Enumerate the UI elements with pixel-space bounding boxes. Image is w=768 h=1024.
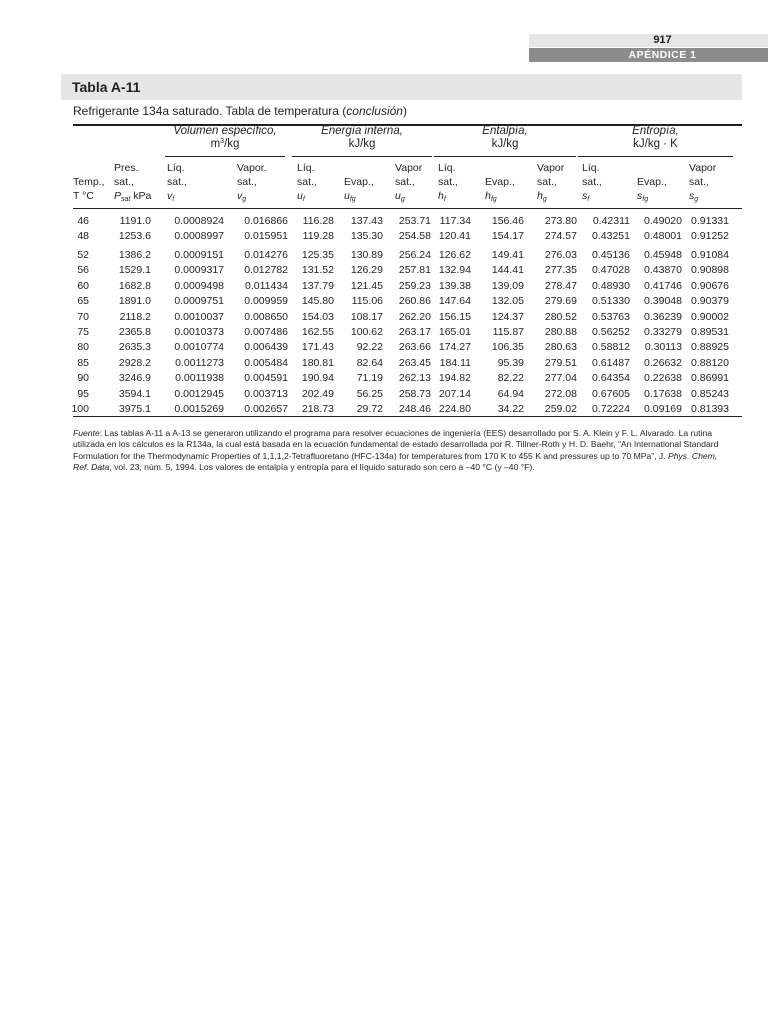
cell-pressure: 1386.2	[118, 249, 151, 261]
cell-pressure: 2365.8	[118, 326, 151, 338]
cell-hf: 117.34	[439, 215, 471, 227]
cell-hf: 224.80	[438, 403, 471, 415]
cell-sg: 0.91084	[691, 249, 729, 261]
header-sg-l1: Vapor	[689, 162, 717, 174]
cell-vf: 0.0012945	[174, 388, 224, 400]
cell-vf: 0.0010774	[174, 341, 224, 353]
header-hg-sym: hg	[537, 190, 547, 203]
cell-ug: 263.45	[398, 357, 431, 369]
cell-hf: 156.15	[438, 311, 471, 323]
cell-sfg: 0.33279	[644, 326, 682, 338]
header-ufg-l2: Evap.,	[344, 176, 374, 188]
cell-pressure: 2118.2	[119, 311, 151, 323]
cell-sfg: 0.17638	[644, 388, 682, 400]
cell-hg: 278.47	[544, 280, 577, 292]
cell-sfg: 0.30113	[644, 341, 682, 353]
cell-temp: 52	[77, 249, 89, 261]
header-ug-l2: sat.,	[395, 176, 415, 188]
header-sfg-l2: Evap.,	[637, 176, 667, 188]
cell-ufg: 100.62	[350, 326, 383, 338]
appendix-label: APÉNDICE 1	[529, 48, 768, 62]
cell-vg: 0.011434	[244, 280, 288, 292]
cell-hfg: 144.41	[491, 264, 524, 276]
cell-pressure: 3975.1	[118, 403, 151, 415]
cell-vf: 0.0009751	[174, 295, 224, 307]
header-vg-l1: Vapor.	[237, 162, 267, 174]
cell-hf: 194.82	[438, 372, 471, 384]
cell-sf: 0.48930	[592, 280, 630, 292]
cell-vf: 0.0015269	[174, 403, 224, 415]
cell-temp: 70	[77, 311, 89, 323]
cell-ug: 263.17	[398, 326, 431, 338]
cell-sf: 0.72224	[592, 403, 630, 415]
cell-hg: 274.57	[544, 230, 577, 242]
cell-ufg: 130.89	[350, 249, 383, 261]
cell-temp: 80	[77, 341, 89, 353]
footnote: Fuente: Las tablas A-11 a A-13 se generaron utilizando el programa para resolver ecuaciones de ingeniería (EES) desarrollado por S. A. Klein y F. L. Alvarado. La rutina utilizada en los cálculos es la R134a, la cual está basada en la ecuación fundamental de estado desarrollada por R. Tillner-Roth y H. D. Baehr, “An International Standard Formulation for the Thermodynamic Properties of 1,1,1,2-Tetrafluoretano (HFC-134a) for temperatures from 170 K to 455 K and pressures up to 70 MPa”, J. Phys. Chem, Ref. Data, vol. 23, núm. 5, 1994. Los valores de entalpía y entropía para el líquido saturado son cero a –40 °C (y –40 °F).	[73, 428, 719, 473]
header-hf-l2: sat.,	[438, 176, 458, 188]
cell-hfg: 82.22	[497, 372, 524, 384]
cell-sg: 0.91252	[691, 230, 729, 242]
cell-sf: 0.56252	[592, 326, 630, 338]
header-sg-l2: sat.,	[689, 176, 709, 188]
cell-sg: 0.90676	[691, 280, 729, 292]
header-hfg-sym: hfg	[485, 190, 497, 203]
cell-uf: 202.49	[301, 388, 334, 400]
cell-temp: 65	[77, 295, 89, 307]
cell-vg: 0.012782	[244, 264, 288, 276]
cell-ug: 258.73	[398, 388, 431, 400]
cell-sfg: 0.48001	[644, 230, 682, 242]
header-vf-sym: vf	[167, 190, 175, 203]
cell-hg: 280.63	[544, 341, 577, 353]
cell-uf: 218.73	[301, 403, 334, 415]
group-rule-enthalpy	[434, 156, 576, 157]
cell-vg: 0.004591	[244, 372, 288, 384]
cell-hfg: 154.17	[491, 230, 524, 242]
cell-vg: 0.002657	[244, 403, 288, 415]
cell-ufg: 115.06	[351, 295, 383, 307]
header-ufg-sym: ufg	[344, 190, 356, 203]
header-bottom-rule	[73, 208, 742, 209]
header-vg-l2: sat.,	[237, 176, 257, 188]
cell-hg: 273.80	[544, 215, 577, 227]
cell-uf: 162.55	[301, 326, 334, 338]
cell-hf: 174.27	[438, 341, 471, 353]
cell-ug: 263.66	[398, 341, 431, 353]
cell-ug: 257.81	[398, 264, 431, 276]
header-uf-sym: uf	[297, 190, 305, 203]
cell-sg: 0.86991	[691, 372, 729, 384]
cell-hg: 280.52	[544, 311, 577, 323]
cell-sf: 0.61487	[592, 357, 630, 369]
cell-hg: 277.04	[544, 372, 577, 384]
cell-vg: 0.008650	[244, 311, 288, 323]
table-title: Tabla A-11	[72, 79, 141, 95]
cell-hfg: 132.05	[491, 295, 524, 307]
cell-vf: 0.0008924	[174, 215, 224, 227]
cell-vf: 0.0011938	[175, 372, 224, 384]
cell-sf: 0.47028	[592, 264, 630, 276]
cell-pressure: 1529.1	[118, 264, 151, 276]
cell-sf: 0.64354	[592, 372, 630, 384]
header-pres-l3: Psat kPa	[114, 190, 152, 203]
cell-temp: 85	[77, 357, 89, 369]
cell-sfg: 0.22638	[644, 372, 682, 384]
cell-sf: 0.43251	[592, 230, 630, 242]
header-temp-l2: T °C	[73, 190, 94, 202]
cell-ufg: 71.19	[356, 372, 383, 384]
cell-hf: 132.94	[438, 264, 471, 276]
cell-vf: 0.0009498	[174, 280, 224, 292]
cell-sf: 0.58812	[592, 341, 630, 353]
cell-sfg: 0.26632	[644, 357, 682, 369]
cell-uf: 190.94	[301, 372, 334, 384]
cell-sg: 0.90898	[691, 264, 729, 276]
cell-vg: 0.007486	[244, 326, 288, 338]
page-number: 917	[529, 34, 768, 47]
cell-ufg: 135.30	[350, 230, 383, 242]
cell-sfg: 0.09169	[644, 403, 682, 415]
cell-vf: 0.0009317	[174, 264, 224, 276]
cell-vg: 0.006439	[244, 341, 288, 353]
cell-temp: 95	[77, 388, 89, 400]
cell-vf: 0.0009151	[174, 249, 224, 261]
cell-pressure: 2928.2	[118, 357, 151, 369]
cell-ug: 262.20	[398, 311, 431, 323]
group-rule-entropy	[578, 156, 733, 157]
cell-sfg: 0.36239	[644, 311, 682, 323]
table-subtitle: Refrigerante 134a saturado. Tabla de temperatura (conclusión)	[73, 104, 407, 118]
cell-ufg: 29.72	[356, 403, 383, 415]
cell-hg: 277.35	[544, 264, 577, 276]
cell-sg: 0.89531	[691, 326, 729, 338]
header-uf-l1: Líq.	[297, 162, 315, 174]
header-pres-l2: sat.,	[114, 176, 134, 188]
cell-sfg: 0.41746	[644, 280, 682, 292]
cell-vf: 0.0011273	[175, 357, 224, 369]
header-hg-l1: Vapor	[537, 162, 565, 174]
cell-sf: 0.67605	[592, 388, 630, 400]
group-entropy: Entropía, kJ/kg · K	[632, 125, 679, 150]
cell-ufg: 121.45	[350, 280, 383, 292]
cell-uf: 119.28	[302, 230, 334, 242]
cell-sf: 0.45136	[592, 249, 630, 261]
cell-sf: 0.53763	[592, 311, 630, 323]
cell-vg: 0.009959	[244, 295, 288, 307]
cell-ug: 259.23	[398, 280, 431, 292]
header-sf-l2: sat.,	[582, 176, 602, 188]
header-temp-l1: Temp.,	[73, 176, 105, 188]
cell-sf: 0.42311	[592, 215, 630, 227]
cell-ug: 253.71	[398, 215, 431, 227]
cell-ug: 248.46	[398, 403, 431, 415]
cell-ufg: 92.22	[356, 341, 383, 353]
cell-sg: 0.90379	[691, 295, 729, 307]
table-title-bar	[61, 74, 742, 100]
cell-sfg: 0.43870	[644, 264, 682, 276]
cell-temp: 90	[77, 372, 89, 384]
cell-temp: 75	[77, 326, 89, 338]
cell-hf: 165.01	[438, 326, 471, 338]
cell-ufg: 126.29	[350, 264, 383, 276]
cell-ufg: 82.64	[356, 357, 383, 369]
header-ug-sym: ug	[395, 190, 405, 203]
cell-hf: 207.14	[438, 388, 471, 400]
cell-hg: 276.03	[544, 249, 577, 261]
cell-sg: 0.90002	[691, 311, 729, 323]
header-sf-l1: Líq.	[582, 162, 600, 174]
header-uf-l2: sat.,	[297, 176, 317, 188]
cell-uf: 137.79	[301, 280, 334, 292]
cell-ug: 262.13	[398, 372, 431, 384]
cell-ufg: 137.43	[350, 215, 383, 227]
table-bottom-rule	[73, 416, 742, 417]
cell-pressure: 3246.9	[118, 372, 151, 384]
cell-hfg: 115.87	[492, 326, 524, 338]
cell-hg: 279.69	[544, 295, 577, 307]
header-vf-l1: Líq.	[167, 162, 185, 174]
cell-hfg: 124.37	[491, 311, 524, 323]
cell-hfg: 139.09	[491, 280, 524, 292]
group-rule-energy	[292, 156, 432, 157]
group-energy: Energía interna, kJ/kg	[321, 125, 403, 150]
cell-uf: 154.03	[301, 311, 334, 323]
header-pres-l1: Pres.	[114, 162, 139, 174]
cell-vg: 0.015951	[244, 230, 288, 242]
cell-pressure: 1682.8	[118, 280, 151, 292]
cell-sfg: 0.45948	[644, 249, 682, 261]
cell-sg: 0.91331	[691, 215, 729, 227]
cell-vf: 0.0010037	[174, 311, 224, 323]
header-sf-sym: sf	[582, 190, 590, 203]
header-sg-sym: sg	[689, 190, 699, 203]
cell-vg: 0.014276	[244, 249, 288, 261]
cell-temp: 100	[71, 403, 89, 415]
cell-uf: 171.43	[301, 341, 334, 353]
cell-temp: 60	[77, 280, 89, 292]
cell-hfg: 95.39	[497, 357, 524, 369]
cell-pressure: 1191.0	[119, 215, 151, 227]
cell-temp: 46	[77, 215, 89, 227]
cell-sg: 0.81393	[691, 403, 729, 415]
cell-hg: 279.51	[544, 357, 577, 369]
cell-uf: 116.28	[302, 215, 334, 227]
cell-pressure: 3594.1	[118, 388, 151, 400]
cell-vg: 0.003713	[244, 388, 288, 400]
cell-sg: 0.88925	[691, 341, 729, 353]
cell-ufg: 108.17	[350, 311, 383, 323]
cell-uf: 180.81	[301, 357, 334, 369]
header-vg-sym: vg	[237, 190, 247, 203]
group-volume: Volumen específico, $m^3/kg$	[173, 125, 277, 150]
cell-hf: 126.62	[438, 249, 471, 261]
group-enthalpy: Entalpía, kJ/kg	[482, 125, 528, 150]
cell-pressure: 1253.6	[118, 230, 151, 242]
cell-ug: 256.24	[398, 249, 431, 261]
cell-sfg: 0.49020	[644, 215, 682, 227]
cell-hfg: 64.94	[497, 388, 524, 400]
cell-hg: 259.02	[544, 403, 577, 415]
header-hfg-l2: Evap.,	[485, 176, 515, 188]
cell-sg: 0.88120	[691, 357, 729, 369]
cell-hf: 184.11	[439, 357, 471, 369]
header-sfg-sym: sfg	[637, 190, 649, 203]
cell-hf: 147.64	[438, 295, 471, 307]
cell-vg: 0.005484	[244, 357, 288, 369]
cell-uf: 131.52	[301, 264, 334, 276]
cell-hf: 120.41	[438, 230, 471, 242]
cell-vf: 0.0010373	[174, 326, 224, 338]
header-hf-l1: Líq.	[438, 162, 456, 174]
cell-hg: 280.88	[544, 326, 577, 338]
cell-vg: 0.016866	[244, 215, 288, 227]
cell-pressure: 1891.0	[118, 295, 151, 307]
cell-temp: 56	[77, 264, 89, 276]
cell-vf: 0.0008997	[174, 230, 224, 242]
cell-hfg: 34.22	[497, 403, 524, 415]
cell-hfg: 106.35	[491, 341, 524, 353]
cell-sf: 0.51330	[592, 295, 630, 307]
cell-sg: 0.85243	[691, 388, 729, 400]
header-hf-sym: hf	[438, 190, 446, 203]
cell-hf: 139.38	[438, 280, 471, 292]
cell-ug: 254.58	[398, 230, 431, 242]
cell-hfg: 149.41	[491, 249, 524, 261]
cell-hg: 272.08	[544, 388, 577, 400]
header-ug-l1: Vapor	[395, 162, 423, 174]
cell-pressure: 2635.3	[118, 341, 151, 353]
group-rule-volume	[165, 156, 285, 157]
cell-sfg: 0.39048	[644, 295, 682, 307]
cell-ug: 260.86	[398, 295, 431, 307]
header-hg-l2: sat.,	[537, 176, 557, 188]
cell-ufg: 56.25	[356, 388, 383, 400]
cell-uf: 125.35	[301, 249, 334, 261]
cell-uf: 145.80	[301, 295, 334, 307]
cell-temp: 48	[77, 230, 89, 242]
header-vf-l2: sat.,	[167, 176, 187, 188]
cell-hfg: 156.46	[491, 215, 524, 227]
